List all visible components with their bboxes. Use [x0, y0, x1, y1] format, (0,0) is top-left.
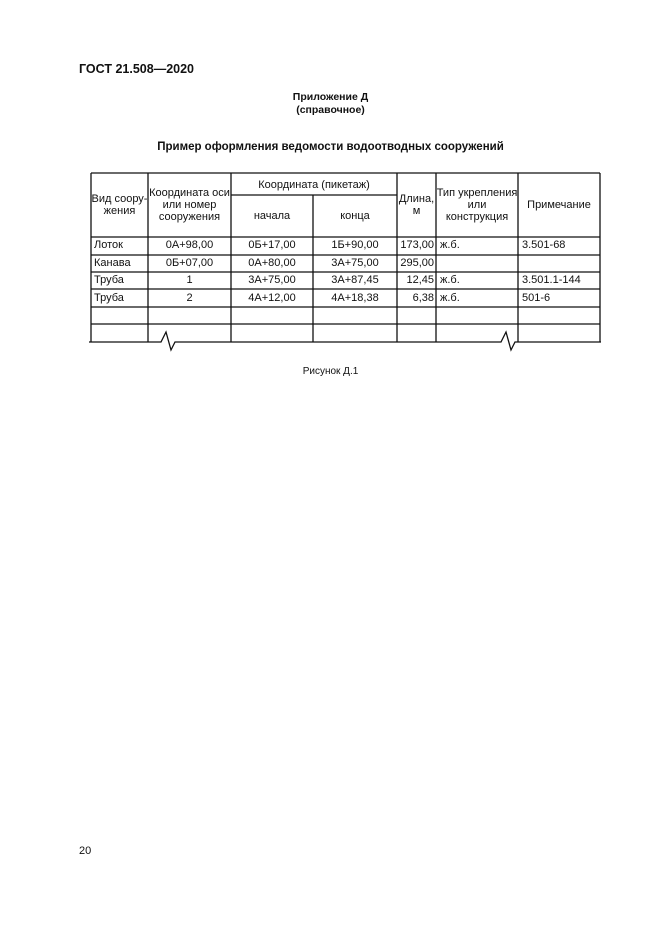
row-2-coord: 0Б+07,00: [165, 257, 214, 269]
row-1-type: ж.б.: [440, 239, 460, 251]
header-kind: Вид соору- жения: [91, 193, 148, 217]
row-4-coord: 2: [186, 292, 193, 304]
row-4-kind: Труба: [94, 292, 124, 304]
row-2-length: 295,00: [400, 257, 434, 269]
header-end: конца: [340, 210, 370, 222]
row-2-end: 3А+75,00: [331, 257, 379, 269]
row-2-start: 0А+80,00: [248, 257, 296, 269]
appendix-heading: [0, 91, 661, 117]
page-number: 20: [79, 845, 92, 857]
drainage-structures-table: [89, 172, 604, 352]
row-4-type: ж.б.: [440, 292, 460, 304]
row-3-start: 3А+75,00: [248, 274, 296, 286]
document-header: ГОСТ 21.508—2020: [79, 62, 195, 76]
row-1-kind: Лоток: [94, 239, 123, 251]
row-1-note: 3.501-68: [522, 239, 566, 251]
row-4-start: 4А+12,00: [248, 292, 296, 304]
row-3-note: 3.501.1-144: [522, 274, 581, 286]
row-3-coord: 1: [186, 274, 193, 286]
header-length: Длина, м: [398, 193, 435, 217]
row-4-length: 6,38: [412, 292, 434, 304]
appendix-subtitle: (справочное): [296, 104, 365, 116]
row-4-end: 4А+18,38: [331, 292, 379, 304]
header-note: Примечание: [527, 199, 591, 211]
row-3-type: ж.б.: [440, 274, 460, 286]
row-1-end: 1Б+90,00: [331, 239, 379, 251]
row-2-kind: Канава: [94, 257, 131, 269]
row-1-start: 0Б+17,00: [248, 239, 296, 251]
row-3-kind: Труба: [94, 274, 124, 286]
header-type: Тип укрепления или конструкция: [436, 187, 518, 223]
header-coord-picket: Координата (пикетаж): [258, 179, 370, 191]
row-1-length: 173,00: [400, 239, 434, 251]
row-3-length: 12,45: [406, 274, 434, 286]
figure-title: Пример оформления ведомости водоотводных сооружений: [157, 141, 504, 153]
row-1-coord: 0А+98,00: [165, 239, 214, 251]
row-3-end: 3А+87,45: [331, 274, 379, 286]
header-coord-axis: Координата оси или номер сооружения: [149, 187, 230, 223]
figure-caption: Рисунок Д.1: [302, 366, 359, 377]
row-4-note: 501-6: [522, 292, 551, 304]
header-start: начала: [253, 210, 291, 222]
appendix-title: Приложение Д: [292, 91, 369, 103]
